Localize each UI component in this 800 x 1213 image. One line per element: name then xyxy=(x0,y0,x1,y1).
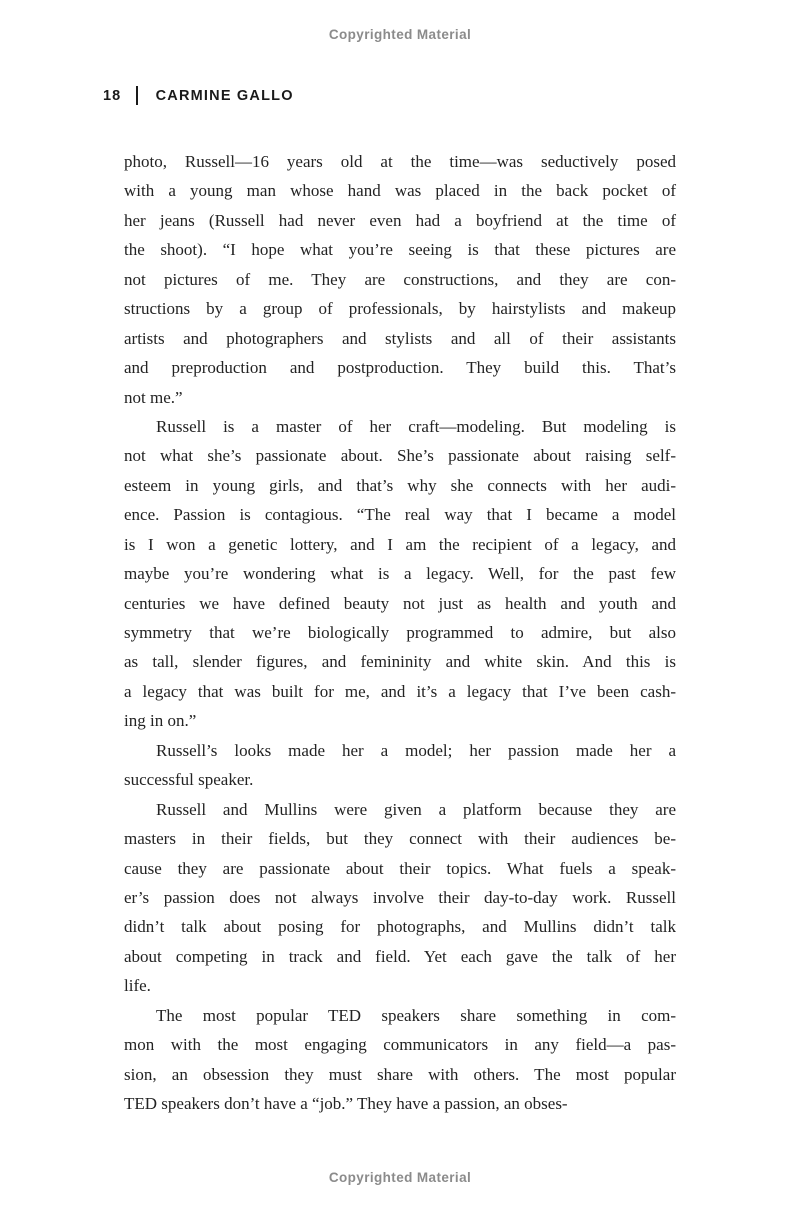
text-line: is I won a genetic lottery, and I am the recipient of a legacy, and xyxy=(124,534,676,554)
author-name: CARMINE GALLO xyxy=(155,87,294,104)
text-line: with a young man whose hand was placed in the back pocket of xyxy=(124,181,676,201)
running-header xyxy=(103,86,294,105)
text-line: structions by a group of professionals, by hairstylists and makeup xyxy=(124,299,676,319)
text-line: maybe you’re wondering what is a legacy. Well, for the past few xyxy=(124,564,676,584)
copyright-notice-top: Copyrighted Material xyxy=(328,27,472,42)
paragraph xyxy=(124,412,676,736)
paragraph xyxy=(124,795,676,1001)
text-line: not me.” xyxy=(124,387,183,407)
text-line: ing in on.” xyxy=(124,711,197,731)
text-line: a legacy that was built for me, and it’s a legacy that I’ve been cash- xyxy=(124,681,676,701)
text-line: and preproduction and postproduction. They build this. That’s xyxy=(124,358,676,378)
paragraph xyxy=(124,147,676,412)
text-line: er’s passion does not always involve their day-to-day work. Russell xyxy=(124,887,676,907)
text-line: not pictures of me. They are constructions, and they are con- xyxy=(124,269,676,289)
text-line: didn’t talk about posing for photographs, and Mullins didn’t talk xyxy=(124,917,676,937)
page-number: 18 xyxy=(103,87,122,104)
paragraph xyxy=(124,736,676,795)
text-line: the shoot). “I hope what you’re seeing is that these pictures are xyxy=(124,240,676,260)
text-line: The most popular TED speakers share something in com- xyxy=(156,1005,676,1025)
text-line: artists and photographers and stylists and all of their assistants xyxy=(124,328,676,348)
text-line: as tall, slender figures, and femininity and white skin. And this is xyxy=(124,652,676,672)
text-line: TED speakers don’t have a “job.” They have a passion, an obses- xyxy=(124,1094,568,1113)
copyright-notice-bottom: Copyrighted Material xyxy=(328,1170,472,1185)
text-line: about competing in track and field. Yet each gave the talk of her xyxy=(124,946,676,966)
text-line: mon with the most engaging communicators in any field—a pas- xyxy=(124,1035,676,1055)
text-line: Russell is a master of her craft—modeling. But modeling is xyxy=(156,416,676,436)
text-line: successful speaker. xyxy=(124,770,254,790)
body-text xyxy=(124,147,676,1118)
text-line: her jeans (Russell had never even had a boyfriend at the time of xyxy=(124,210,676,230)
text-line: esteem in young girls, and that’s why she connects with her audi- xyxy=(124,475,676,495)
text-line: centuries we have defined beauty not just as health and youth and xyxy=(124,593,676,613)
text-line: Russell’s looks made her a model; her passion made her a xyxy=(156,740,676,760)
text-line: Russell and Mullins were given a platform because they are xyxy=(156,799,676,819)
text-line: life. xyxy=(124,976,151,996)
text-line: masters in their fields, but they connect with their audiences be- xyxy=(124,829,676,849)
text-line: not what she’s passionate about. She’s passionate about raising self- xyxy=(124,446,676,466)
text-line: photo, Russell—16 years old at the time—was seductively posed xyxy=(124,152,676,171)
text-line: symmetry that we’re biologically programmed to admire, but also xyxy=(124,623,676,642)
text-line: cause they are passionate about their topics. What fuels a speak- xyxy=(124,858,676,878)
header-divider xyxy=(136,86,138,105)
text-line: ence. Passion is contagious. “The real way that I became a model xyxy=(124,505,676,525)
paragraph xyxy=(124,1001,676,1119)
text-line: sion, an obsession they must share with others. The most popular xyxy=(124,1064,676,1084)
